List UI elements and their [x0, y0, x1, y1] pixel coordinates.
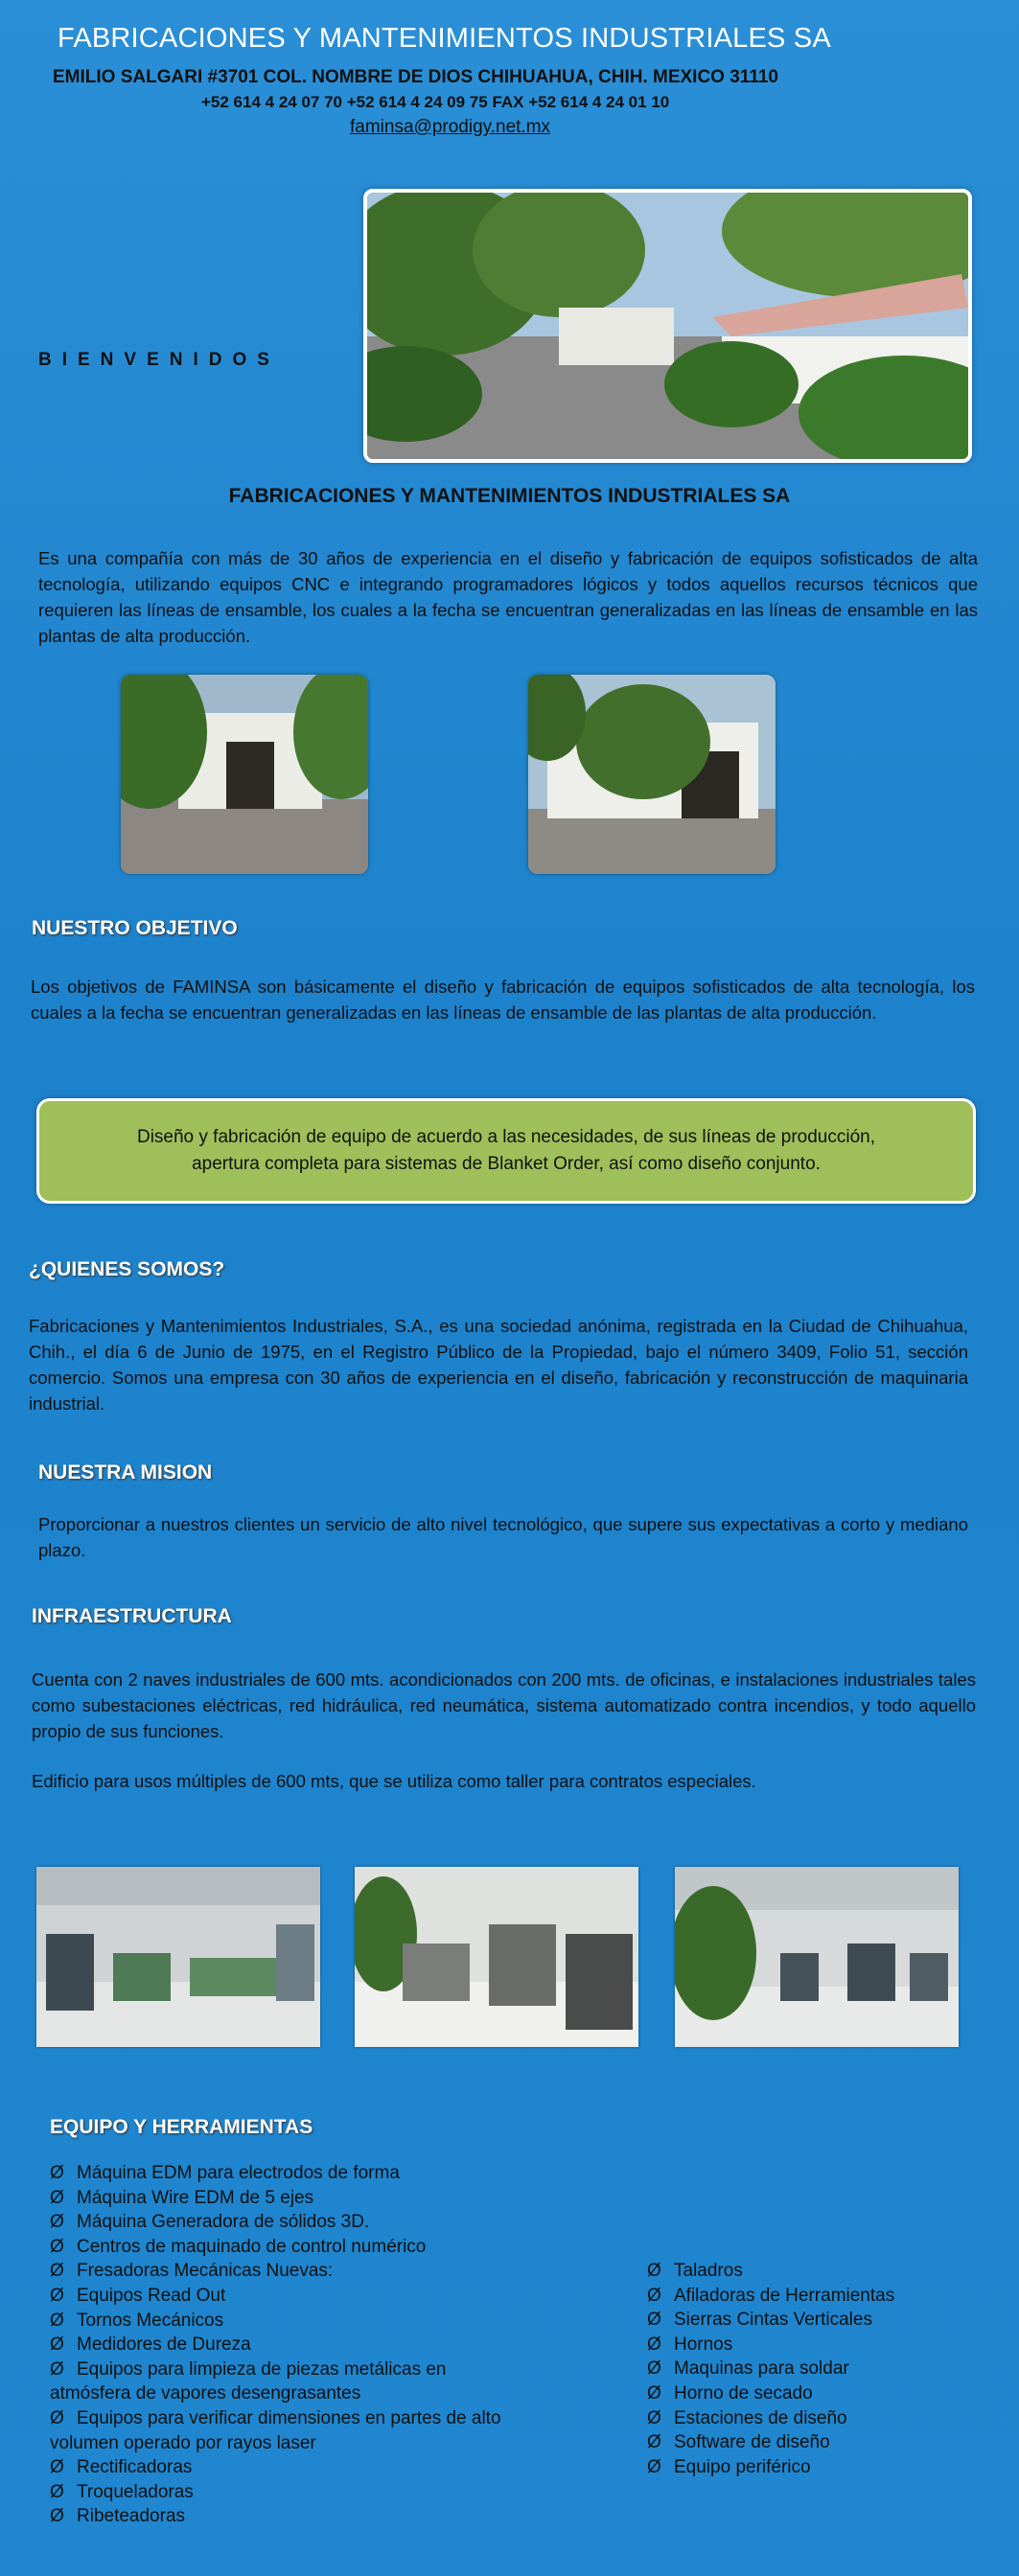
infra-heading: INFRAESTRUCTURA: [32, 1605, 232, 1627]
bullet-empty-set-icon: Ø: [647, 2310, 661, 2331]
equipment-item-right: [647, 2308, 992, 2333]
equipment-label: Troqueladoras: [77, 2481, 194, 2502]
equipment-label: volumen operado por rayos laser: [50, 2432, 316, 2453]
bullet-empty-set-icon: Ø: [50, 2506, 64, 2527]
bullet-empty-set-icon: Ø: [50, 2187, 64, 2208]
workshop-photo-1: [36, 1867, 320, 2047]
equipment-label: Rectificadoras: [77, 2457, 193, 2478]
equipment-label: Centros de maquinado de control numérico: [77, 2236, 427, 2257]
equipment-label: Estaciones de diseño: [674, 2407, 847, 2428]
equipment-label: Equipos para verificar dimensiones en partes de alto: [77, 2407, 501, 2428]
equipment-item-right: [647, 2381, 992, 2406]
equipment-list-left: [50, 2161, 606, 2529]
services-highlight-box: [36, 1098, 976, 1204]
services-line-1: Diseño y fabricación de equipo de acuerdo a las necesidades, de sus líneas de producción,: [136, 1127, 875, 1147]
services-line-2: apertura completa para sistemas de Blanket Order, así como diseño conjunto.: [192, 1154, 821, 1174]
equipment-label: Medidores de Dureza: [77, 2334, 251, 2356]
objetivo-paragraph: Los objetivos de FAMINSA son básicamente el diseño y fabricación de equipos sofisticados de alta tecnología, los cuales a la fecha se encuentran generalizadas en las líneas de ensamble de las plantas de alta producción.: [31, 977, 975, 1023]
equipo-heading: EQUIPO Y HERRAMIENTAS: [50, 2116, 313, 2138]
equipment-label: Máquina Wire EDM de 5 ejes: [77, 2187, 314, 2208]
bullet-empty-set-icon: Ø: [50, 2163, 64, 2183]
equipment-label: Ribeteadoras: [77, 2506, 186, 2527]
equipment-label: Taladros: [674, 2261, 743, 2281]
equipment-label: Afiladoras de Herramientas: [674, 2285, 895, 2306]
bullet-empty-set-icon: Ø: [647, 2261, 661, 2281]
entrance-photo-left: [121, 675, 368, 874]
bullet-empty-set-icon: Ø: [50, 2285, 64, 2306]
bullet-empty-set-icon: Ø: [50, 2358, 64, 2380]
equipment-item-left: [50, 2504, 606, 2529]
company-title: FABRICACIONES Y MANTENIMIENTOS INDUSTRIALES SA: [228, 485, 791, 507]
equipment-label: atmósfera de vapores desengrasantes: [50, 2383, 361, 2404]
bullet-empty-set-icon: Ø: [50, 2481, 64, 2502]
equipment-item-right: [647, 2357, 992, 2381]
equipment-item-right: [647, 2455, 992, 2480]
equipment-label: Equipos para limpieza de piezas metálicas en: [77, 2358, 447, 2380]
objetivo-heading: NUESTRO OBJETIVO: [32, 917, 238, 939]
equipment-item-left: [50, 2284, 606, 2309]
equipment-item-left: [50, 2309, 606, 2334]
equipment-item-left: [50, 2381, 606, 2406]
intro-paragraph: Es una compañía con más de 30 años de experiencia en el diseño y fabricación de equipos sofisticados de alta tecnología, utilizando equipos CNC e integrando programadores lógicos y todos aquellos recursos técnicos que requieren las líneas de ensamble, los cuales a la fecha se encuentran generalizadas en las líneas de ensamble en las plantas de alta producción.: [38, 548, 978, 646]
equipment-item-left: [50, 2235, 606, 2260]
bullet-empty-set-icon: Ø: [50, 2310, 64, 2331]
quienes-paragraph: Fabricaciones y Mantenimientos Industriales, S.A., es una sociedad anónima, registrada en la Ciudad de Chihuahua, Chih., el día 6 de Junio de 1975, en el Registro Público de la Propiedad, bajo el número 3409, Folio 51, sección comercio. Somos una empresa con 30 años de experiencia en el diseño, fabricación y reconstrucción de maquinaria industrial.: [29, 1316, 968, 1414]
bullet-empty-set-icon: Ø: [50, 2236, 64, 2257]
bullet-empty-set-icon: Ø: [647, 2285, 661, 2306]
workshop-photo-3: [675, 1867, 959, 2047]
bullet-empty-set-icon: Ø: [50, 2212, 64, 2233]
equipment-label: Máquina Generadora de sólidos 3D.: [77, 2212, 370, 2233]
bullet-empty-set-icon: Ø: [647, 2358, 661, 2380]
equipment-label: Fresadoras Mecánicas Nuevas:: [77, 2261, 334, 2282]
bullet-empty-set-icon: Ø: [50, 2407, 64, 2428]
equipment-list-right: [647, 2259, 992, 2479]
equipment-label: Sierras Cintas Verticales: [674, 2310, 872, 2331]
equipment-item-right: [647, 2406, 992, 2431]
equipment-label: Software de diseño: [674, 2432, 830, 2453]
equipment-item-left: [50, 2333, 606, 2358]
bullet-empty-set-icon: Ø: [647, 2382, 661, 2404]
equipment-item-right: [647, 2284, 992, 2309]
phone-line: +52 614 4 24 07 70 +52 614 4 24 09 75 FAX +52 614 4 24 01 10: [201, 93, 670, 111]
bullet-empty-set-icon: Ø: [647, 2334, 661, 2355]
bullet-empty-set-icon: Ø: [647, 2432, 661, 2453]
equipment-item-left: [50, 2358, 606, 2382]
equipment-item-left: [50, 2186, 606, 2211]
bullet-empty-set-icon: Ø: [647, 2407, 661, 2428]
equipment-item-left: [50, 2431, 606, 2456]
equipment-item-right: [647, 2259, 992, 2284]
infra-paragraph-1: Cuenta con 2 naves industriales de 600 mts. acondicionados con 200 mts. de oficinas, e instalaciones industriales tales como subestaciones eléctricas, red hidráulica, red neumática, sistema automatizado contra incendios, y todo aquello propio de sus funciones.: [32, 1669, 976, 1741]
entrance-photo-right: [528, 675, 776, 874]
welcome-heading: BIENVENIDOS: [38, 350, 280, 370]
equipment-item-left: [50, 2259, 606, 2284]
equipment-item-left: [50, 2406, 606, 2431]
infra-paragraph-2: Edificio para usos múltiples de 600 mts, que se utiliza como taller para contratos especiales.: [32, 1771, 756, 1791]
equipment-item-left: [50, 2455, 606, 2480]
hero-photo-building: [363, 189, 972, 463]
equipment-label: Tornos Mecánicos: [77, 2310, 224, 2331]
equipment-label: Equipo periférico: [674, 2456, 811, 2477]
bullet-empty-set-icon: Ø: [50, 2261, 64, 2282]
quienes-heading: ¿QUIENES SOMOS?: [29, 1258, 225, 1280]
equipment-item-right: [647, 2430, 992, 2455]
equipment-label: Maquinas para soldar: [674, 2358, 849, 2380]
company-name-header: FABRICACIONES Y MANTENIMIENTOS INDUSTRIALES SA: [58, 23, 831, 54]
equipment-item-left: [50, 2161, 606, 2186]
equipment-label: Horno de secado: [674, 2382, 813, 2404]
bullet-empty-set-icon: Ø: [50, 2334, 64, 2356]
equipment-label: Equipos Read Out: [77, 2285, 226, 2306]
equipment-item-right: [647, 2333, 992, 2358]
mision-paragraph: Proporcionar a nuestros clientes un servicio de alto nivel tecnológico, que supere sus expectativas a corto y mediano plazo.: [38, 1514, 968, 1560]
equipment-item-left: [50, 2210, 606, 2235]
bullet-empty-set-icon: Ø: [50, 2457, 64, 2478]
equipment-label: Hornos: [674, 2334, 733, 2355]
address-line: EMILIO SALGARI #3701 COL. NOMBRE DE DIOS CHIHUAHUA, CHIH. MEXICO 31110: [53, 67, 778, 87]
workshop-photo-2: [355, 1867, 638, 2047]
equipment-item-left: [50, 2480, 606, 2505]
bullet-empty-set-icon: Ø: [647, 2456, 661, 2477]
mision-heading: NUESTRA MISION: [38, 1461, 213, 1484]
email-link[interactable]: faminsa@prodigy.net.mx: [350, 117, 551, 137]
equipment-label: Máquina EDM para electrodos de forma: [77, 2163, 400, 2183]
